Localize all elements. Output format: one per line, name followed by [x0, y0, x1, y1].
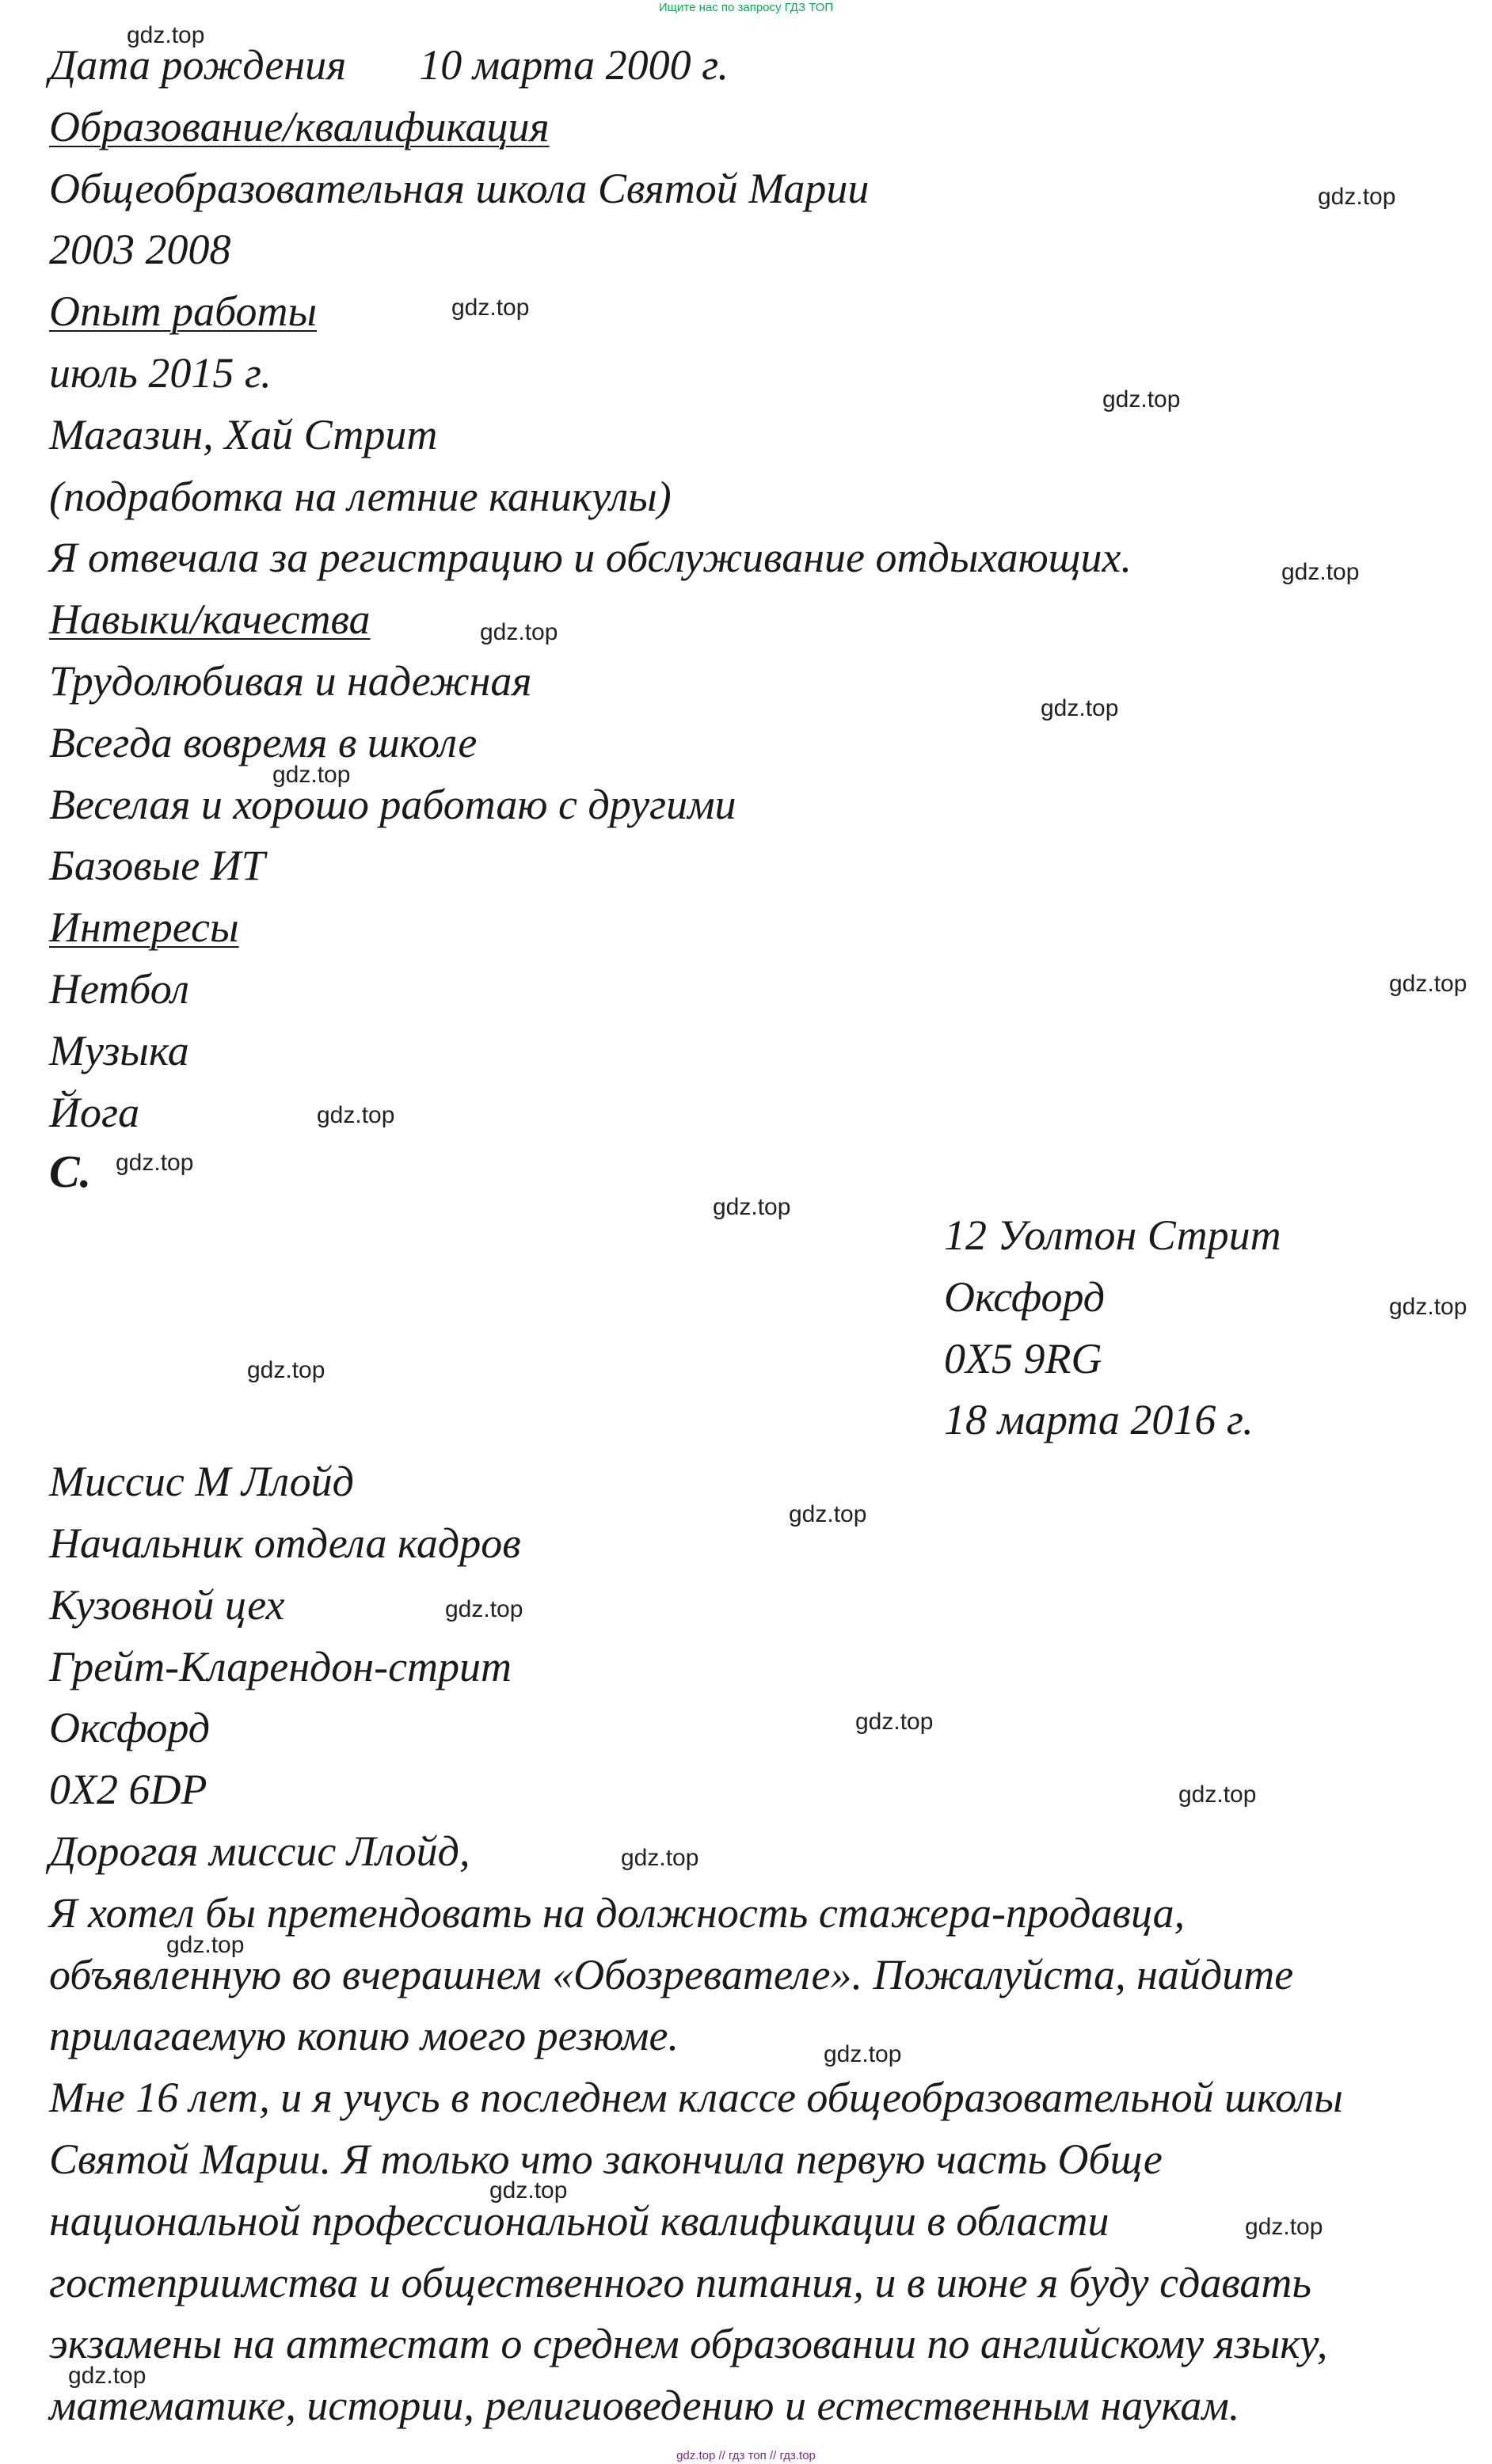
- bottom-banner-separator: //: [769, 2449, 777, 2462]
- interests-heading: Интересы: [49, 903, 239, 951]
- school-years: 2003 2008: [49, 226, 231, 273]
- bottom-banner-link[interactable]: гдз топ: [729, 2449, 767, 2462]
- sender-address-line: 0X5 9RG: [944, 1335, 1102, 1382]
- watermark: gdz.top: [480, 619, 558, 645]
- letter-body-line: Я хотел бы претендовать на должность стажера-продавца,: [49, 1889, 1186, 1937]
- bottom-banner-link[interactable]: гдз.top: [779, 2449, 816, 2462]
- bottom-banner[interactable]: [0, 2448, 1492, 2464]
- letter-body-line: математике, истории, религиоведению и естественным наукам.: [49, 2382, 1240, 2429]
- watermark: gdz.top: [247, 1357, 325, 1383]
- watermark: gdz.top: [1102, 386, 1181, 413]
- skill-item: Базовые ИТ: [49, 842, 265, 889]
- letter-body-line: Мне 16 лет, и я учусь в последнем классе общеобразовательной школы: [49, 2074, 1343, 2121]
- dob-value: 10 марта 2000 г.: [419, 41, 729, 89]
- job-type: (подработка на летние каникулы): [49, 473, 672, 520]
- watermark: gdz.top: [1041, 695, 1119, 721]
- watermark: gdz.top: [1245, 2214, 1323, 2240]
- recipient-line: Оксфорд: [49, 1704, 211, 1751]
- bottom-banner-link[interactable]: gdz.top: [676, 2449, 716, 2462]
- interest-item: Музыка: [49, 1027, 189, 1074]
- skill-item: Трудолюбивая и надежная: [49, 657, 532, 705]
- sender-address-line: Оксфорд: [944, 1273, 1106, 1321]
- skill-item: Всегда вовремя в школе: [49, 719, 478, 766]
- interest-item: Йога: [49, 1089, 140, 1136]
- watermark: gdz.top: [1318, 184, 1396, 210]
- watermark: gdz.top: [68, 2363, 147, 2389]
- recipient-line: Миссис М Ллойд: [49, 1458, 354, 1505]
- watermark: gdz.top: [855, 1709, 934, 1735]
- top-banner[interactable]: Ищите нас по запросу ГДЗ ТОП: [658, 1, 834, 14]
- letter-greeting: Дорогая миссис Ллойд,: [49, 1827, 470, 1875]
- recipient-line: Кузовной цех: [49, 1581, 285, 1629]
- school-name: Общеобразовательная школа Святой Марии: [49, 165, 870, 212]
- recipient-line: 0X2 6DP: [49, 1766, 207, 1813]
- dob-label: Дата рождения: [49, 41, 347, 89]
- watermark: gdz.top: [127, 22, 205, 48]
- section-letter: C.: [49, 1146, 92, 1197]
- watermark: gdz.top: [1281, 559, 1360, 585]
- bottom-banner-separator: //: [718, 2449, 725, 2462]
- watermark: gdz.top: [789, 1501, 867, 1527]
- letter-body-line: прилагаемую копию моего резюме.: [49, 2012, 679, 2059]
- watermark: gdz.top: [621, 1845, 699, 1871]
- letter-body-line: национальной профессиональной квалификации в области: [49, 2197, 1109, 2245]
- sender-address-line: 12 Уолтон Стрит: [944, 1211, 1281, 1259]
- interest-item: Нетбол: [49, 965, 189, 1013]
- watermark: gdz.top: [1389, 1294, 1467, 1320]
- letter-body-line: гостеприимства и общественного питания, и в июне я буду сдавать: [49, 2259, 1312, 2306]
- watermark: gdz.top: [824, 2041, 902, 2067]
- skills-heading: Навыки/качества: [49, 595, 371, 643]
- recipient-line: Начальник отдела кадров: [49, 1519, 521, 1567]
- watermark: gdz.top: [116, 1150, 194, 1176]
- watermark: gdz.top: [489, 2177, 568, 2204]
- job-description: Я отвечала за регистрацию и обслуживание отдыхающих.: [49, 534, 1132, 581]
- skill-item: Веселая и хорошо работаю с другими: [49, 781, 736, 828]
- watermark: gdz.top: [713, 1194, 791, 1220]
- job-place: Магазин, Хай Стрит: [49, 411, 438, 458]
- letter-body-line: Святой Марии. Я только что закончила первую часть Обще: [49, 2135, 1163, 2183]
- letter-date: 18 марта 2016 г.: [944, 1396, 1254, 1443]
- letter-body-line: экзамены на аттестат о среднем образовании по английскому языку,: [49, 2320, 1328, 2367]
- watermark: gdz.top: [1178, 1781, 1257, 1808]
- watermark: gdz.top: [272, 762, 351, 788]
- education-heading: Образование/квалификация: [49, 103, 550, 150]
- watermark: gdz.top: [451, 295, 530, 321]
- watermark: gdz.top: [1389, 971, 1467, 997]
- experience-heading: Опыт работы: [49, 287, 318, 335]
- recipient-line: Грейт-Кларендон-стрит: [49, 1643, 512, 1690]
- job-date: июль 2015 г.: [49, 349, 272, 397]
- letter-body-line: объявленную во вчерашнем «Обозревателе». Пожалуйста, найдите: [49, 1951, 1294, 1998]
- watermark: gdz.top: [166, 1932, 245, 1958]
- watermark: gdz.top: [317, 1102, 395, 1128]
- watermark: gdz.top: [445, 1596, 523, 1622]
